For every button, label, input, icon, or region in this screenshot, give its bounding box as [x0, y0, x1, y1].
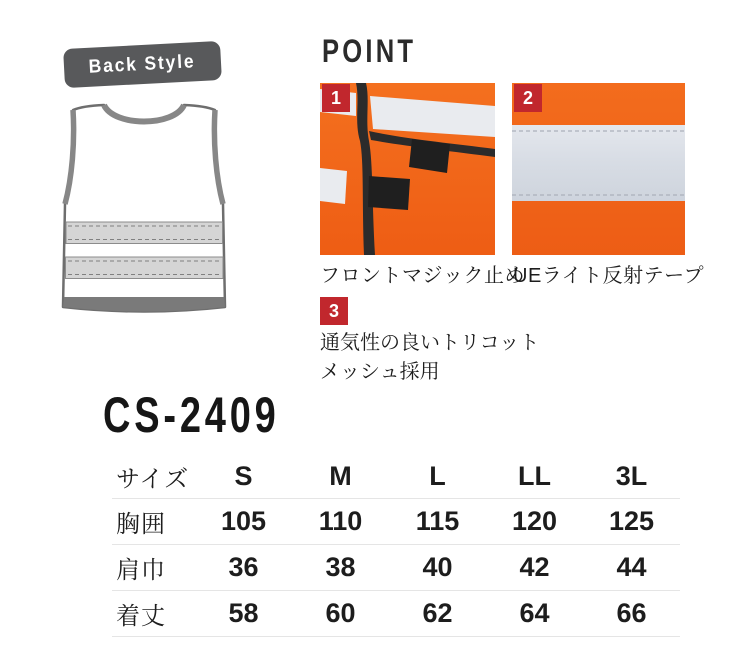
product-code: CS-2409 [103, 387, 280, 443]
velcro-patch [368, 176, 410, 210]
point-1-badge: 1 [322, 84, 350, 112]
size-value: 66 [583, 591, 680, 637]
size-column-header: S [195, 455, 292, 499]
size-value: 40 [389, 545, 486, 591]
size-column-header: 3L [583, 455, 680, 499]
size-table [112, 455, 680, 637]
reflective-band-1 [66, 222, 223, 244]
size-value: 36 [195, 545, 292, 591]
reflective-band-2 [66, 257, 224, 279]
vest-back-drawing [58, 100, 230, 318]
size-value: 38 [292, 545, 389, 591]
point-2-caption: UEライト反射テープ [513, 265, 705, 287]
size-value: 110 [292, 499, 389, 545]
size-table-header-label: サイズ [112, 455, 195, 499]
size-value: 58 [195, 591, 292, 637]
back-style-label: Back Style [88, 50, 197, 78]
vest-back-illustration [58, 100, 230, 318]
point-1-caption: フロントマジック止め [320, 265, 525, 287]
size-column-header: L [389, 455, 486, 499]
point-2-badge: 2 [514, 84, 542, 112]
point-heading: POINT [322, 33, 417, 69]
photo-front-velcro-closure [320, 83, 495, 255]
size-value: 115 [389, 499, 486, 545]
size-column-header: M [292, 455, 389, 499]
size-value: 125 [583, 499, 680, 545]
point-3-caption [320, 329, 539, 387]
size-value: 120 [486, 499, 583, 545]
size-column-header: LL [486, 455, 583, 499]
size-row-label: 胸囲 [112, 499, 195, 545]
point-3-caption-line1: 通気性の良いトリコット [320, 332, 540, 354]
size-row-label: 着丈 [112, 591, 195, 637]
point-3-caption-line2: メッシュ採用 [320, 361, 440, 383]
photo-reflective-tape [512, 83, 685, 255]
size-value: 42 [486, 545, 583, 591]
velcro-patch [409, 139, 450, 173]
size-value: 64 [486, 591, 583, 637]
size-value: 62 [389, 591, 486, 637]
size-value: 60 [292, 591, 389, 637]
size-row-label: 肩巾 [112, 545, 195, 591]
size-value: 105 [195, 499, 292, 545]
point-3-badge: 3 [320, 297, 348, 325]
back-style-tag [63, 41, 222, 88]
size-value: 44 [583, 545, 680, 591]
